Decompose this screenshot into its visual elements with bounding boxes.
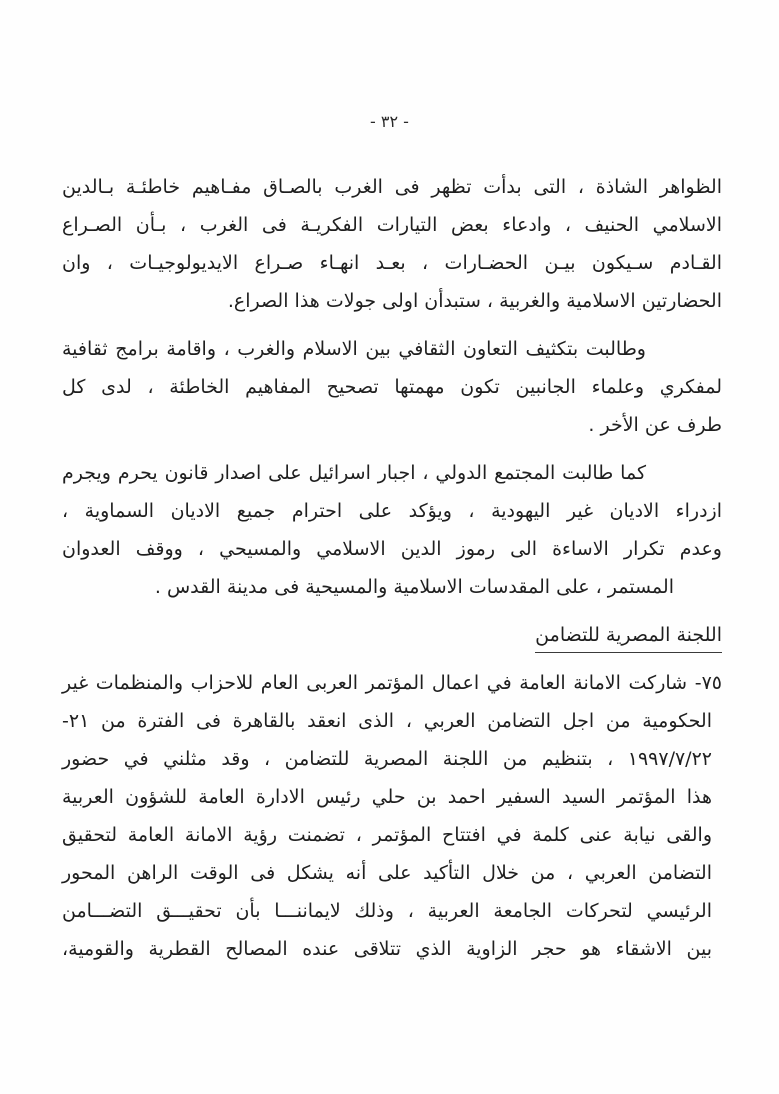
text-line: لمفكري وعلماء الجانبين تكون مهمتها تصحيح المفاهيم الخاطئة ، لدى كل	[62, 376, 722, 398]
section-heading-text	[62, 616, 722, 654]
text-line: بين الاشقاء هو حجر الزاوية الذي تتلاقى عنده المصالح القطرية والقومية،	[62, 938, 712, 960]
text-line: والقى نيابة عنى كلمة في افتتاح المؤتمر ، تضمنت رؤية الامانة العامة لتحقيق	[62, 824, 712, 846]
text-line: هذا المؤتمر السيد السفير احمد بن حلي رئيس الادارة العامة للشؤون العربية	[62, 786, 712, 808]
heading-egyptian-solidarity-committee	[62, 616, 722, 654]
document-body	[62, 168, 722, 968]
text-line: الظواهر الشاذة ، التى بدأت تظهر فى الغرب بالصـاق مفـاهيم خاطئـة بـالدين	[62, 176, 722, 198]
text-line: الحضارتين الاسلامية والغربية ، ستبدأن اولى جولات هذا الصراع.	[227, 290, 722, 312]
text-line: المستمر ، على المقدسات الاسلامية والمسيحية فى مدينة القدس .	[154, 576, 674, 598]
item-75-solidarity-conference	[62, 664, 722, 968]
text-line: التضامن العربي ، من خلال التأكيد على أنه يشكل فى الوقت الراهن المحور	[62, 862, 712, 884]
underlined-heading: اللجنة المصرية للتضامن	[535, 620, 722, 653]
text-line: ١٩٩٧/٧/٢٢ ، بتنظيم من اللجنة المصرية للتضامن ، وقد مثلني في حضور	[62, 748, 712, 770]
text-line: القـادم سـيكون بيـن الحضـارات ، بعـد انهـاء صـراع الايديولوجيـات ، وان	[62, 252, 722, 274]
text-line: كما طالبت المجتمع الدولي ، اجبار اسرائيل على اصدار قانون يحرم ويجرم	[62, 462, 646, 484]
text-line: الرئيسي لتحركات الجامعة العربية ، وذلك لايماننـــا بأن تحقيـــق التضـــامن	[62, 900, 712, 922]
text-line: ٧٥- شاركت الامانة العامة في اعمال المؤتمر العربى العام للاحزاب والمنظمات غير	[62, 672, 722, 694]
paragraph-distorted-phenomena	[62, 168, 722, 320]
text-line: وطالبت بتكثيف التعاون الثقافي بين الاسلام والغرب ، واقامة برامج ثقافية	[62, 338, 646, 360]
text-line: ازدراء الاديان غير اليهودية ، ويؤكد على احترام جميع الاديان السماوية ،	[62, 500, 722, 522]
paragraph-international-community	[62, 454, 722, 606]
page-number: - ٣٢ -	[370, 112, 409, 131]
paragraph-cultural-cooperation	[62, 330, 722, 444]
text-line: الحكومية من اجل التضامن العربي ، الذى انعقد بالقاهرة فى الفترة من ٢١-	[62, 710, 712, 732]
text-line: الاسلامي الحنيف ، وادعاء بعض التيارات الفكريـة فى الغرب ، بـأن الصـراع	[62, 214, 722, 236]
text-line: وعدم تكرار الاساءة الى رموز الدين الاسلامي والمسيحي ، ووقف العدوان	[62, 538, 722, 560]
text-line: طرف عن الأخر .	[588, 414, 722, 436]
